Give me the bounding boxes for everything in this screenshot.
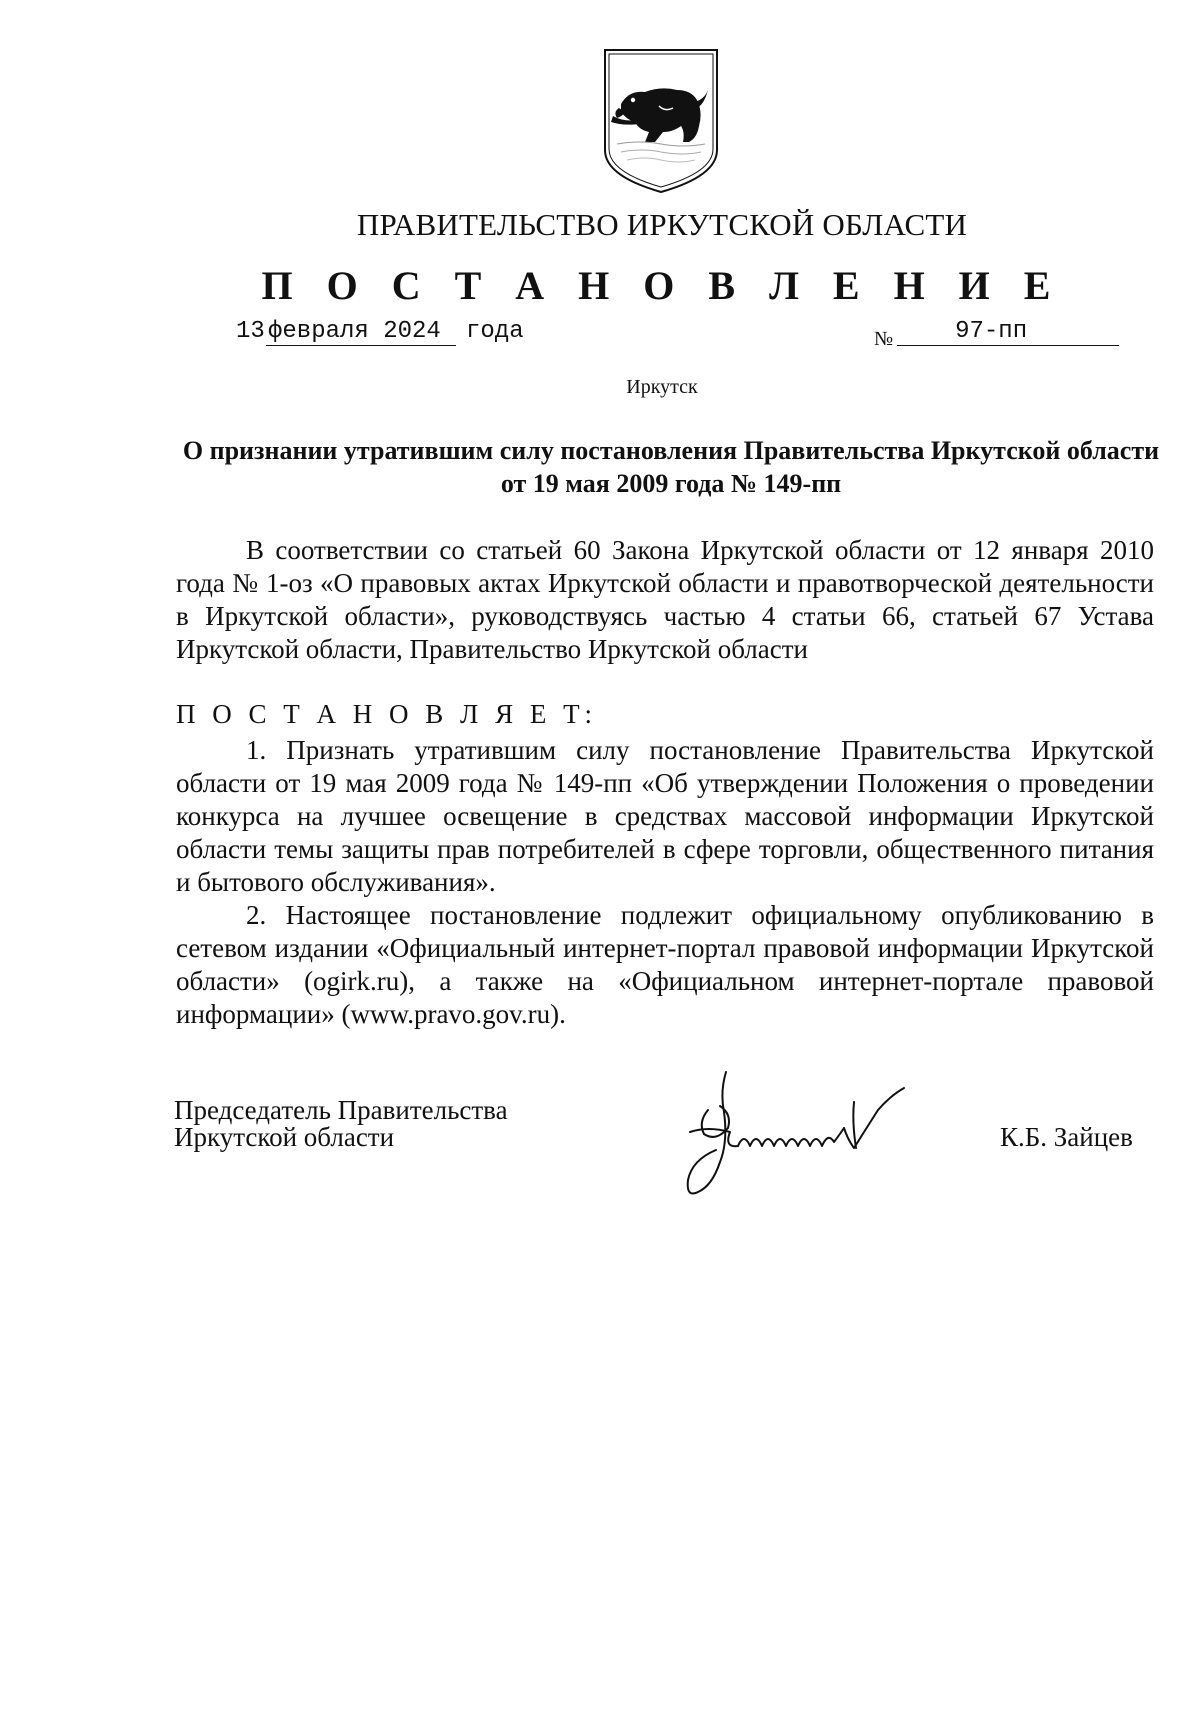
document-type-heading: П О С Т А Н О В Л Е Н И Е [261, 263, 1063, 308]
decree-word: П О С Т А Н О В Л Я Е Т: [176, 699, 598, 729]
signer-position-line-1: Председатель Правительства [174, 1095, 508, 1125]
number-sign: № [874, 328, 894, 350]
number-value: 97-пп [897, 318, 1119, 346]
signer-name: К.Б. Зайцев [1000, 1122, 1133, 1152]
document-date [236, 318, 524, 346]
document-subject: О признании утратившим силу постановления Правительства Иркутской области от 19 мая 2009 года № 149-пп [182, 436, 1160, 498]
document-number [874, 318, 1119, 351]
item-1-paragraph: 1. Признать утратившим силу постановление Правительства Иркутской области от 19 мая 2009 года № 149-пп «Об утверждении Положения о проведении конкурса на лучшее освещение в средствах массовой информации Иркутской области темы защиты прав потребителей в сфере торговли, общественного питания и бытового обслуживания». [176, 735, 1154, 897]
date-day: 13 [236, 318, 265, 345]
city-name: Иркутск [626, 376, 698, 398]
date-suffix: года [466, 318, 524, 345]
item-2-paragraph: 2. Настоящее постановление подлежит официальному опубликованию в сетевом издании «Официальный интернет-портал правовой информации Иркутской области» (ogirk.ru), а также на «Официальном интернет-портале правовой информации» (www.pravo.gov.ru). [176, 900, 1154, 1029]
signer-position [174, 1097, 508, 1151]
coat-of-arms-icon [599, 46, 723, 194]
government-name: ПРАВИТЕЛЬСТВО ИРКУТСКОЙ ОБЛАСТИ [356, 207, 968, 242]
date-month-year: февраля 2024 [266, 318, 456, 346]
handwritten-signature [668, 1062, 978, 1222]
signer-position-line-2: Иркутской области [174, 1122, 395, 1152]
intro-paragraph: В соответствии со статьей 60 Закона Иркутской области от 12 января 2010 года № 1-оз «О правовых актах Иркутской области и правотворческой деятельности в Иркутской области», руководствуясь частью 4 статьи 66, статьей 67 Устава Иркутской области, Правительство Иркутской области [176, 535, 1154, 664]
